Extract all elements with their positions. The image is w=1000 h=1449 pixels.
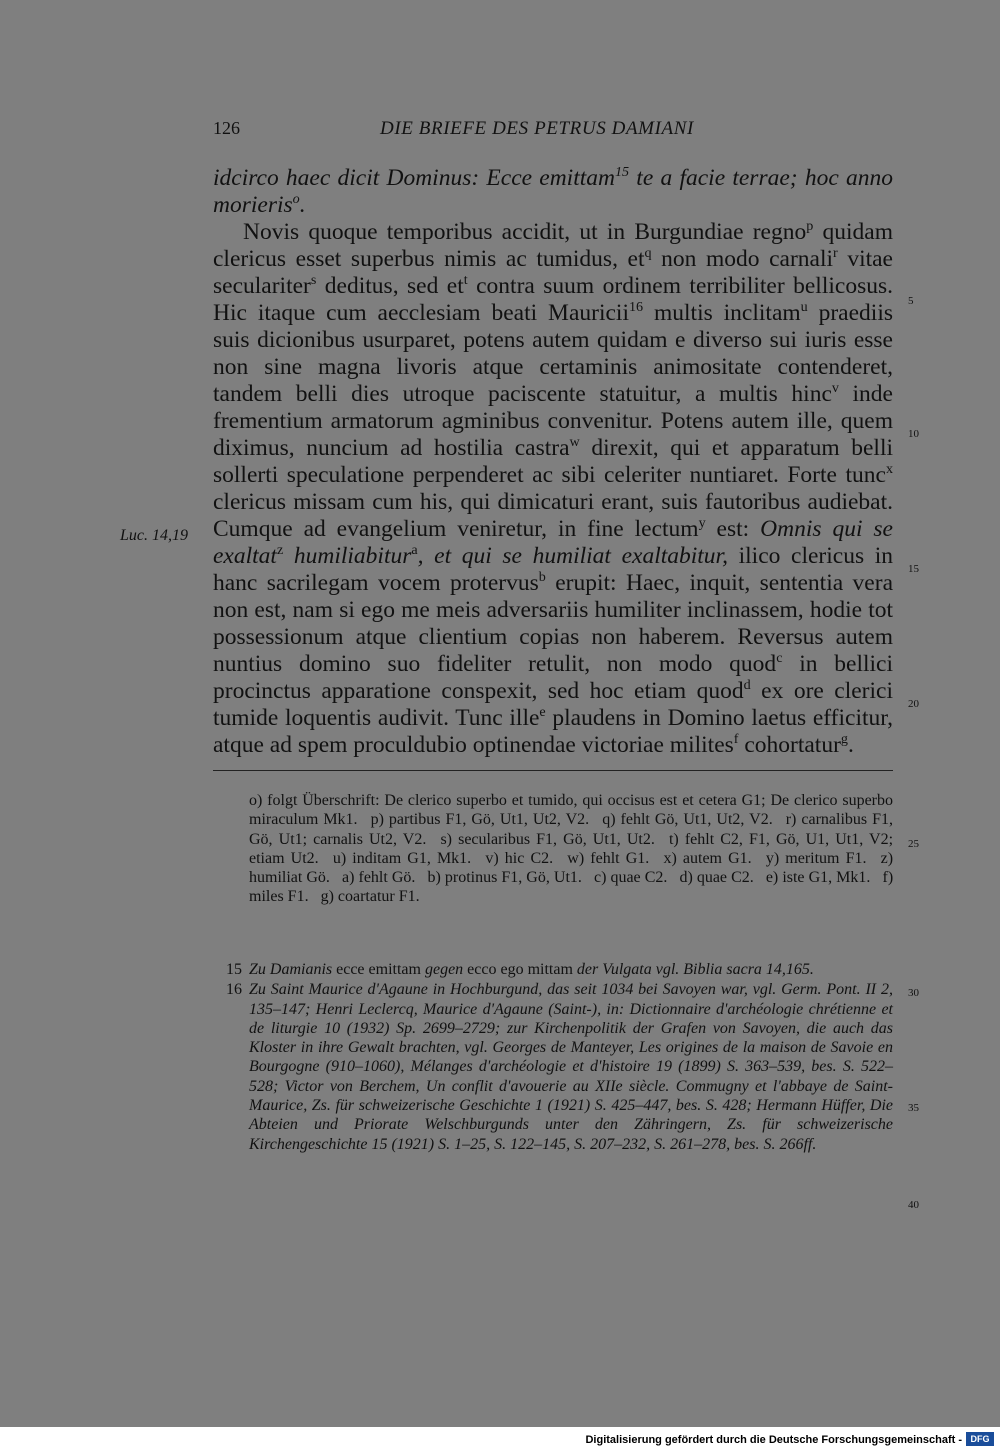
paragraph-1: [213, 165, 893, 219]
apparatus-entry: [342, 869, 415, 886]
line-number: 35: [908, 1102, 919, 1114]
entry-text: meritum F1.: [779, 849, 867, 867]
entry-text: hic C2.: [498, 849, 554, 867]
apparatus-entry: [567, 850, 649, 867]
apparatus-entry: [766, 869, 871, 886]
apparatus-ref: g: [840, 731, 848, 748]
entry-text: fehlt C2, F1, Gö, U1, Ut1, V2; etiam Ut2.: [249, 830, 894, 867]
paragraph-2: [213, 219, 893, 759]
apparatus-entry: [427, 869, 581, 886]
entry-text: inditam G1, Mk1.: [346, 849, 472, 867]
apparatus-ref: q: [644, 245, 652, 262]
entry-label: c): [593, 869, 607, 887]
apparatus-ref: r: [833, 245, 838, 262]
entry-text: humiliat Gö.: [249, 869, 330, 887]
apparatus-ref: e: [539, 704, 546, 721]
entry-label: v): [485, 849, 499, 867]
apparatus-ref: b: [538, 569, 546, 586]
text-run: praediis suis dicionibus usurparet, potens autem quidam e diverso sui iuris esse non sine magna livoris atque certaminis animositate contenderet, tandem belli dies utroque paciscente statuitur, a multis hinc: [213, 300, 893, 407]
text-run: quidam clericus esset superbus nimis ac tumidus, et: [213, 219, 893, 272]
footnote: [226, 960, 893, 979]
entry-label: u): [332, 849, 347, 867]
footnote-ref: 16: [628, 299, 644, 316]
entry-text: secularibus F1, Gö, Ut1, Ut2.: [452, 830, 655, 848]
footer-text: Digitalisierung gefördert durch die Deutsche Forschungsgemeinschaft -: [585, 1434, 962, 1446]
entry-text: coartatur F1.: [333, 888, 420, 906]
text-run: plaudens in Domino laetus efficitur, atque ad spem proculdubio optinendae victoriae milites: [213, 705, 894, 758]
text-run: te a facie terrae; hoc anno morieris: [213, 165, 893, 218]
apparatus-ref: y: [698, 515, 706, 532]
footnote-text: Zu Saint Maurice d'Agaune in Hochburgund, das seit 1034 bei Savoyen war, vgl. Germ. Pont. II 2, 135–147; Henri Leclercq, Maurice d'Agaune (Saint-), in: Dictionnaire d'archéologie chrétienne et de liturgie 10 (1932) Sp. 2699–2729; zur Kirchenpolitik der Grafen von Savoyen, die auch das Kloster in ihre Gewalt brachten, vgl. Georges de Manteyer, Les origines de la maison de Savoie en Bourgogne (910–1060), Mélanges d'archéologie et d'histoire 19 (1899) S. 363–539, bes. S. 522–528; Victor von Berchem, Un conflit d'avouerie au XIIe siècle. Commugny et l'abbaye de Saint-Maurice, Zs. für schweizerische Geschichte 1 (1921) S. 425–447, bes. S. 428; Hermann Hüffer, Die Abteien und Priorate Welschburgunds unter den Zähringern, Zs. für schweizerische Kirchengeschichte 15 (1921) S. 1–25, S. 122–145, S. 207–232, S. 261–278, bes. S. 266ff.: [249, 981, 893, 1153]
text-run: clericus missam cum his, qui dimicaturi erant, suis fautoribus audiebat. Cumque ad evangelium veniretur, in fine lectum: [213, 489, 893, 542]
entry-label: d): [679, 869, 693, 887]
quotation: Omnis qui se exaltat: [213, 516, 893, 569]
entry-label: s): [440, 830, 453, 848]
entry-label: a): [342, 869, 355, 887]
page-number: 126: [213, 118, 240, 138]
text-run: ex ore clerici tumide loquentis audivit. Tunc ille: [213, 678, 894, 731]
footer-strip: [0, 1427, 1000, 1449]
footnote: [226, 980, 893, 1154]
entry-text: quae C2.: [606, 869, 668, 887]
text-rule: [213, 770, 893, 771]
entry-label: y): [765, 849, 780, 867]
entry-label: b): [427, 869, 441, 887]
footnotes: [226, 960, 893, 1155]
apparatus-ref: z: [276, 542, 284, 559]
footnote-text: der Vulgata vgl. Biblia sacra 14,165.: [572, 961, 814, 978]
apparatus-ref: v: [831, 380, 839, 397]
text-run: deditus, sed et: [316, 273, 464, 299]
apparatus-entry: [321, 888, 420, 905]
line-number: 5: [908, 295, 914, 307]
entry-label: q): [602, 811, 616, 829]
apparatus-ref: u: [800, 299, 808, 316]
apparatus-entry: [766, 850, 867, 867]
entry-label: e): [765, 869, 779, 887]
entry-label: z): [880, 849, 894, 867]
apparatus-ref: c: [776, 650, 783, 667]
footnote-number: 15: [226, 961, 242, 978]
entry-text: fehlt G1.: [584, 849, 650, 867]
apparatus-ref: p: [806, 218, 814, 235]
text-run: in bellici procinctus apparatione conspexit, sed hoc etiam quod: [213, 651, 893, 704]
text-run: ilico clericus in hanc sacrilegam vocem protervus: [213, 543, 894, 596]
text-run: est:: [705, 516, 761, 542]
line-number: 30: [908, 987, 919, 999]
quotation: humiliabitur: [283, 543, 412, 569]
footnote-text: Zu Damianis: [249, 961, 337, 978]
apparatus-ref: t: [463, 272, 468, 289]
apparatus-entry: [440, 831, 654, 848]
entry-text: partibus F1, Gö, Ut1, Ut2, V2.: [383, 811, 590, 829]
footnote-text: gegen: [420, 961, 468, 978]
entry-label: t): [668, 830, 679, 848]
marginal-note: Luc. 14,19: [120, 527, 188, 544]
text-run: inde frementium armatorum agminibus convenitur. Potens autem ille, quem diximus, nuncium ad hostilia castra: [213, 381, 893, 461]
apparatus-ref: x: [885, 461, 893, 478]
apparatus-entry: [371, 811, 590, 828]
apparatus-entry: [602, 811, 773, 828]
entry-text: fehlt Gö, Ut1, Ut2, V2.: [615, 811, 773, 829]
entry-text: fehlt Gö.: [354, 869, 416, 887]
line-number: 15: [908, 563, 919, 575]
entry-text: carnalibus F1, Gö, Ut1; carnalis Ut2, V2.: [249, 811, 894, 848]
entry-text: miles F1.: [249, 888, 309, 906]
running-head: DIE BRIEFE DES PETRUS DAMIANI: [380, 118, 694, 139]
entry-label: f): [882, 869, 894, 887]
text-run: multis inclitam: [643, 300, 801, 326]
dfg-logo-icon: DFG: [966, 1432, 994, 1446]
apparatus-ref: d: [743, 677, 751, 694]
entry-text: folgt Überschrift: De clerico superbo et tumido, qui occisus est et cetera G1; De clerico superbo miraculum Mk1.: [249, 792, 893, 829]
line-number: 40: [908, 1199, 919, 1211]
apparatus-entry: [333, 850, 471, 867]
entry-text: protinus F1, Gö, Ut1.: [440, 869, 582, 887]
text-run: direxit, qui et apparatum belli sollerti speculatione perpenderet ac sibi celeriter nuntiaret. Forte tunc: [213, 435, 894, 488]
text-run: idcirco haec dicit Dominus: Ecce emittam: [213, 165, 615, 191]
entry-label: x): [663, 849, 677, 867]
entry-label: w): [567, 849, 585, 867]
footnote-quote: ecco ego mittam: [467, 961, 573, 978]
text-run: .: [847, 732, 854, 758]
apparatus-ref: s: [310, 272, 317, 289]
entry-text: iste G1, Mk1.: [778, 869, 871, 887]
footnote-quote: ecce emittam: [336, 961, 421, 978]
apparatus-ref: o: [292, 191, 300, 208]
entry-text: autem G1.: [676, 849, 752, 867]
footnote-number: 16: [226, 981, 242, 999]
text-run: Novis quoque temporibus accidit, ut in Burgundiae regno: [243, 219, 807, 245]
apparatus-ref: a: [411, 542, 418, 559]
text-run: .: [299, 192, 306, 218]
entry-label: g): [320, 888, 334, 906]
apparatus-ref: w: [569, 434, 580, 451]
entry-label: p): [370, 811, 384, 829]
apparatus-entry: [679, 869, 753, 886]
critical-apparatus: [249, 791, 893, 907]
text-run: erupit: Haec, inquit, sententia vera non est, nam si ego me meis adversariis humiliter inclinassem, hodie tot possessionum atque clientium copias non haberem. Reversus autem nuntius domino suo fideliter retulit, non modo quod: [213, 570, 893, 677]
apparatus-ref: f: [733, 731, 739, 748]
text-run: non modo carnali: [651, 246, 834, 272]
footnote-ref: 15: [614, 164, 630, 181]
entry-text: quae C2.: [692, 869, 754, 887]
apparatus-entry: [594, 869, 667, 886]
quotation: , et qui se humiliat exaltabitur,: [417, 543, 728, 569]
line-number: 25: [908, 838, 919, 850]
entry-label: r): [785, 811, 797, 829]
line-number: 20: [908, 698, 919, 710]
apparatus-entry: [485, 850, 553, 867]
text-run: cohortatur: [738, 732, 841, 758]
apparatus-entry: [663, 850, 751, 867]
text-run: contra suum ordinem terribiliter bellicosus. Hic itaque cum aecclesiam beati Mauricii: [213, 273, 893, 326]
main-text: [213, 165, 893, 759]
line-number: 10: [908, 428, 919, 440]
entry-label: o): [249, 792, 263, 809]
text-run: vitae seculariter: [213, 246, 893, 299]
